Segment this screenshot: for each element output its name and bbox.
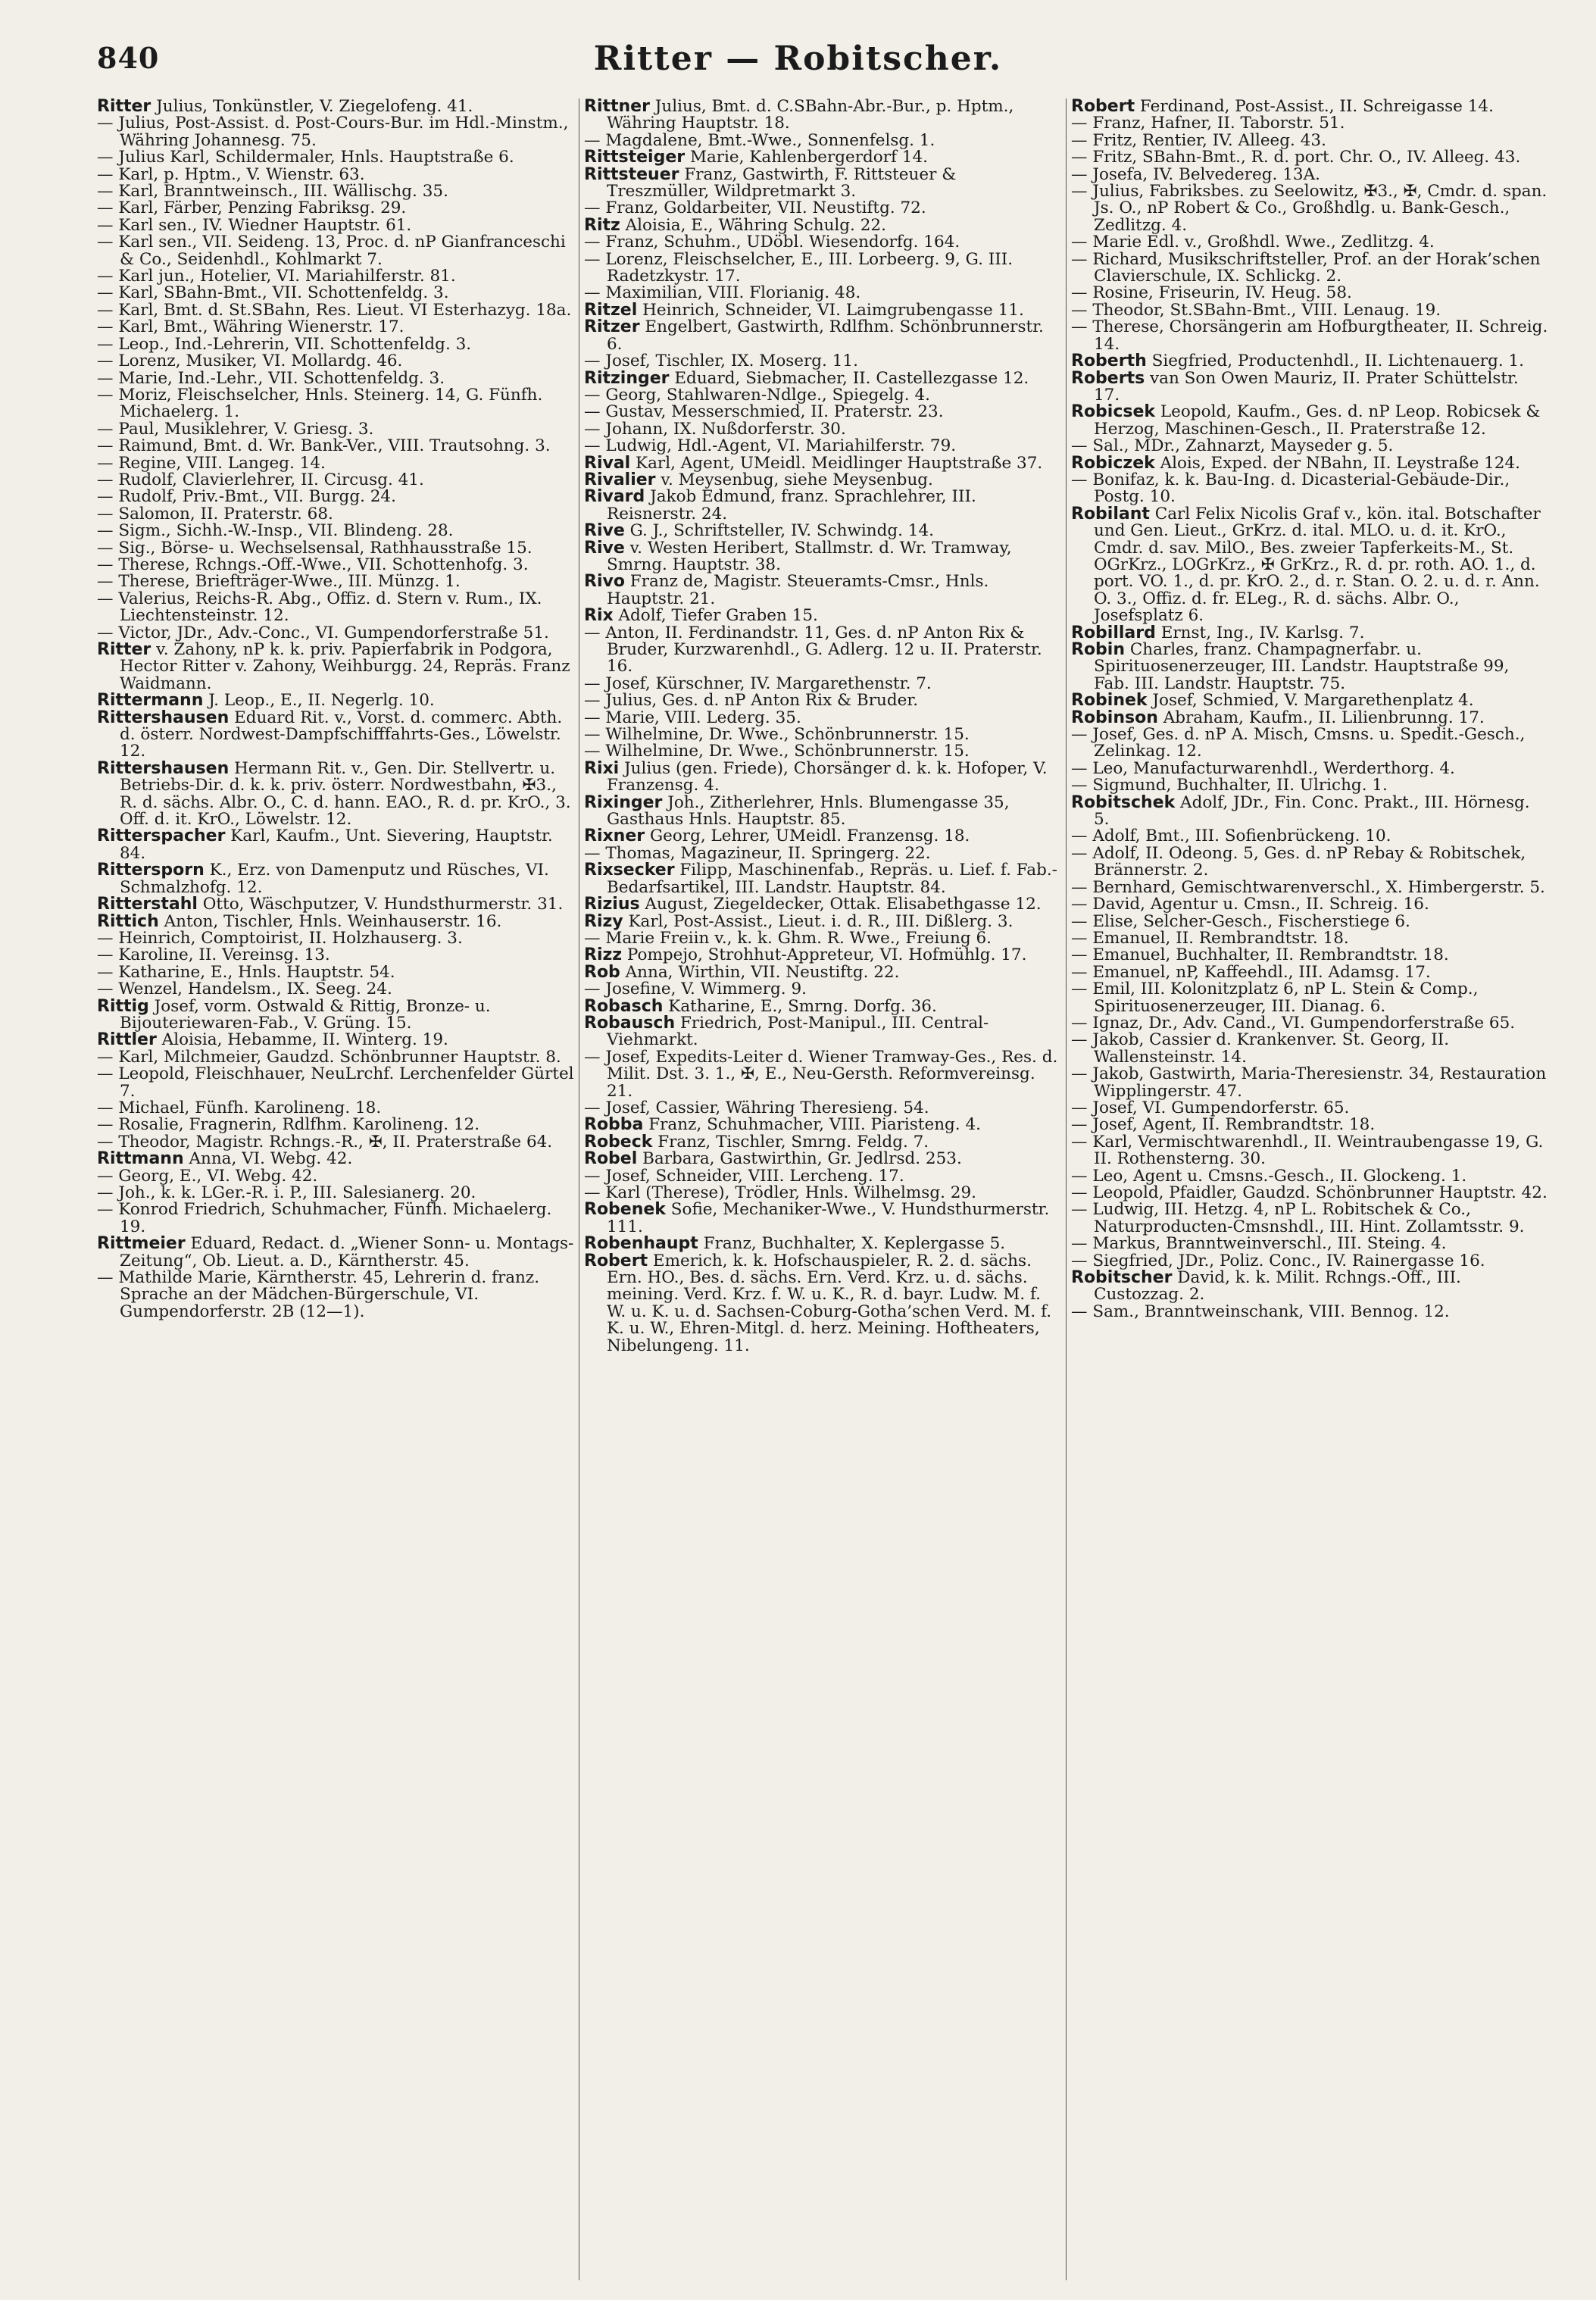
directory-entry: — Ludwig, III. Hetzg. 4, nP L. Robitschek & Co., Naturproducten-Cmsnshdl., III. Hint. Zollamtsstr. 9. — [1071, 1200, 1525, 1236]
directory-entry: — Ludwig, Hdl.-Agent, VI. Mariahilferstr. 79. — [584, 436, 957, 456]
directory-entry: — Marie Freiin v., k. k. Ghm. R. Wwe., Freiung 6. — [584, 928, 992, 948]
directory-entry: — Julius, Fabriksbes. zu Seelowitz, ✠3., ✠, Cmdr. d. span. Js. O., nP Robert & Co., Großhdlg. u. Bank-Gesch., Zedlitzg. 4. — [1071, 182, 1548, 235]
directory-entry: Rizy Karl, Post-Assist., Lieut. i. d. R., III. Dißlerg. 3. — [584, 911, 1014, 931]
directory-entry: — Therese, Rchngs.-Off.-Wwe., VII. Schottenhofg. 3. — [97, 555, 529, 574]
directory-entry: — Wilhelmine, Dr. Wwe., Schönbrunnerstr. 15. — [584, 742, 970, 761]
directory-entry: — Julius, Post-Assist. d. Post-Cours-Bur. im Hdl.-Minstm., Währing Johannesg. 75. — [97, 114, 569, 150]
page-number: 840 — [97, 41, 160, 75]
directory-entry: — Fritz, SBahn-Bmt., R. d. port. Chr. O., IV. Alleeg. 43. — [1071, 148, 1521, 167]
directory-entry: Ritter v. Zahony, nP k. k. priv. Papierfabrik in Podgora, Hector Ritter v. Zahony, Weihburgg. 24, Repräs. Franz Waidmann. — [97, 640, 570, 693]
directory-entry: Rittersporn K., Erz. von Damenputz und Rüsches, VI. Schmalzhofg. 12. — [97, 861, 549, 897]
directory-entry: Rittsteuer Franz, Gastwirth, F. Rittsteuer & Treszmüller, Wildpretmarkt 3. — [584, 164, 957, 202]
directory-entry: — Karl, Bmt. d. St.SBahn, Res. Lieut. VI Esterhazyg. 18a. — [97, 300, 572, 320]
directory-entry: — Karl sen., IV. Wiedner Hauptstr. 61. — [97, 215, 412, 235]
directory-entry: Ritzinger Eduard, Siebmacher, II. Castellezgasse 12. — [584, 368, 1029, 388]
directory-entry: — Rosine, Friseurin, IV. Heug. 58. — [1071, 283, 1352, 303]
directory-entry: — Bernhard, Gemischtwarenverschl., X. Himbergerstr. 5. — [1071, 877, 1545, 897]
directory-entry: Rivo Franz de, Magistr. Steueramts-Cmsr., Hnls. Hauptstr. 21. — [584, 572, 989, 608]
directory-entry: — Josef, Expedits-Leiter d. Wiener Tramway-Ges., Res. d. Milit. Dst. 3. 1., ✠, E., Neu-Gersth. Reformvereinsg. 21. — [584, 1047, 1058, 1101]
directory-entry: — Karl, Bmt., Währing Wienerstr. 17. — [97, 317, 404, 337]
directory-entry: — Victor, JDr., Adv.-Conc., VI. Gumpendorferstraße 51. — [97, 623, 549, 642]
directory-entry: Robinek Josef, Schmied, V. Margarethenplatz 4. — [1071, 691, 1474, 711]
column-2 — [584, 98, 1061, 2280]
directory-entry: Rival Karl, Agent, UMeidl. Meidlinger Hauptstraße 37. — [584, 453, 1043, 473]
directory-entry: Rob Anna, Wirthin, VII. Neustiftg. 22. — [584, 962, 900, 982]
directory-entry: — Leopold, Fleischhauer, NeuLrchf. Lerchenfelder Gürtel 7. — [97, 1064, 574, 1101]
directory-entry: Rittmeier Eduard, Redact. d. „Wiener Sonn- u. Montags-Zeitung“, Ob. Lieut. a. D., Kärntherstr. 45. — [97, 1234, 574, 1270]
directory-entry: — Ignaz, Dr., Adv. Cand., VI. Gumpendorferstraße 65. — [1071, 1013, 1516, 1033]
directory-entry: Rivard Jakob Edmund, franz. Sprachlehrer, III. Reisnerstr. 24. — [584, 487, 976, 523]
directory-entry: — Josef, Schneider, VIII. Lercheng. 17. — [584, 1166, 904, 1186]
directory-entry: — Marie, Ind.-Lehr., VII. Schottenfeldg. 3. — [97, 368, 445, 388]
directory-entry: Ritterstahl Otto, Wäschputzer, V. Hundsthurmerstr. 31. — [97, 895, 564, 914]
directory-entry: — Bonifaz, k. k. Bau-Ing. d. Dicasterial-Gebäude-Dir., Postg. 10. — [1071, 470, 1510, 507]
directory-entry: — Georg, E., VI. Webg. 42. — [97, 1166, 318, 1186]
directory-entry: — Magdalene, Bmt.-Wwe., Sonnenfelsg. 1. — [584, 130, 935, 150]
directory-entry: — Karoline, II. Vereinsg. 13. — [97, 945, 330, 965]
directory-entry: — Michael, Fünfh. Karolineng. 18. — [97, 1098, 382, 1117]
directory-entry: Robasch Katharine, E., Smrng. Dorfg. 36. — [584, 996, 937, 1016]
directory-entry: — Theodor, Magistr. Rchngs.-R., ✠, II. Praterstraße 64. — [97, 1132, 553, 1152]
directory-entry: — Fritz, Rentier, IV. Alleeg. 43. — [1071, 130, 1326, 150]
directory-entry: — Jakob, Gastwirth, Maria-Theresienstr. 34, Restauration Wipplingerstr. 47. — [1071, 1064, 1547, 1101]
directory-entry: Rive v. Westen Heribert, Stallmstr. d. Wr. Tramway, Smrng. Hauptstr. 38. — [584, 538, 1012, 574]
directory-entry: Rittler Aloisia, Hebamme, II. Winterg. 19. — [97, 1030, 448, 1050]
directory-entry: Robillard Ernst, Ing., IV. Karlsg. 7. — [1071, 623, 1365, 642]
directory-entry: — Emanuel, II. Rembrandtstr. 18. — [1071, 928, 1349, 948]
directory-entry: Robel Barbara, Gastwirthin, Gr. Jedlrsd. 253. — [584, 1149, 962, 1169]
directory-entry: — Valerius, Reichs-R. Abg., Offiz. d. Stern v. Rum., IX. Liechtensteinstr. 12. — [97, 589, 542, 626]
directory-entry: — Franz, Schuhm., UDöbl. Wiesendorfg. 164. — [584, 233, 960, 252]
directory-entry: Ritterspacher Karl, Kaufm., Unt. Sievering, Hauptstr. 84. — [97, 827, 553, 863]
column-3 — [1071, 98, 1548, 2280]
directory-entry: — Theodor, St.SBahn-Bmt., VIII. Lenaug. 19. — [1071, 300, 1441, 320]
directory-entry: — Markus, Branntweinverschl., III. Steing. 4. — [1071, 1234, 1447, 1254]
directory-entry: — Karl jun., Hotelier, VI. Mariahilferstr. 81. — [97, 267, 456, 286]
directory-entry: Ritzer Engelbert, Gastwirth, Rdlfhm. Schönbrunnerstr. 6. — [584, 317, 1044, 354]
directory-entry: — Josef, Ges. d. nP A. Misch, Cmsns. u. Spedit.-Gesch., Zelinkag. 12. — [1071, 725, 1526, 761]
directory-entry: Robenhaupt Franz, Buchhalter, X. Keplergasse 5. — [584, 1234, 1006, 1254]
directory-entry: — Therese, Briefträger-Wwe., III. Münzg. 1. — [97, 572, 461, 592]
directory-entry: — Therese, Chorsängerin am Hofburgtheater, II. Schreig. 14. — [1071, 317, 1548, 354]
directory-entry: — Josef, Kürschner, IV. Margarethenstr. 7. — [584, 673, 932, 693]
directory-entry: — Regine, VIII. Langeg. 14. — [97, 453, 326, 473]
directory-entry: — Elise, Selcher-Gesch., Fischerstiege 6. — [1071, 911, 1410, 931]
directory-entry: — Raimund, Bmt. d. Wr. Bank-Ver., VIII. Trautsohng. 3. — [97, 436, 551, 456]
directory-entry: Roberts van Son Owen Mauriz, II. Prater Schüttelstr. 17. — [1071, 368, 1519, 405]
directory-entry: — Julius Karl, Schildermaler, Hnls. Hauptstraße 6. — [97, 148, 514, 167]
directory-entry: — Paul, Musiklehrer, V. Griesg. 3. — [97, 419, 374, 439]
directory-entry: — Karl, Branntweinsch., III. Wällischg. 35. — [97, 182, 448, 202]
directory-entry: — Gustav, Messerschmied, II. Praterstr. 23. — [584, 402, 944, 422]
directory-entry: Robilant Carl Felix Nicolis Graf v., kön. ital. Botschafter und Gen. Lieut., GrKrz. d. ital. MLO. u. d. it. KrO., Cmdr. d. sav. MilO., Bes. zweier Tapferkeits-M., St. OGrKrz., LOGrKrz., ✠ GrKrz., R. d. pr. roth. AO. 1., d. port. VO. 1., d. pr. KrO. 2., d. r. Stan. O. 2. u. d. r. Ann. O. 3., Offiz. d. fr. ELeg., R. d. sächs. Albr. O., Josefsplatz 6. — [1071, 504, 1541, 626]
directory-entry: Rivalier v. Meysenbug, siehe Meysenbug. — [584, 470, 933, 489]
directory-entry: Rittershausen Eduard Rit. v., Vorst. d. commerc. Abth. d. österr. Nordwest-Dampfschifffahrts-Ges., Löwelstr. 12. — [97, 708, 563, 761]
directory-entry: Robert Ferdinand, Post-Assist., II. Schreigasse 14. — [1071, 98, 1494, 116]
directory-entry: — Konrod Friedrich, Schuhmacher, Fünfh. Michaelerg. 19. — [97, 1200, 552, 1236]
directory-entry: Ritter Julius, Tonkünstler, V. Ziegelofeng. 41. — [97, 98, 473, 116]
directory-entry: — Karl, Vermischtwarenhdl., II. Weintraubengasse 19, G. II. Rothensterng. 30. — [1071, 1132, 1544, 1169]
directory-entry: Rittermann J. Leop., E., II. Negerlg. 10. — [97, 691, 435, 711]
directory-entry: — Sig., Börse- u. Wechselsensal, Rathhausstraße 15. — [97, 538, 533, 558]
directory-entry: — Lorenz, Fleischselcher, E., III. Lorbeerg. 9, G. III. Radetzkystr. 17. — [584, 249, 1014, 286]
directory-entry: Rittershausen Hermann Rit. v., Gen. Dir. Stellvertr. u. Betriebs-Dir. d. k. k. priv. österr. Nordwestbahn, ✠3., R. d. sächs. Albr. O., C. d. hann. EAO., R. d. pr. KrO., 3. Off. d. it. KrO., Löwelstr. 12. — [97, 758, 571, 830]
directory-entry: Rive G. J., Schriftsteller, IV. Schwindg. 14. — [584, 521, 934, 541]
directory-entry: — Siegfried, JDr., Poliz. Conc., IV. Rainergasse 16. — [1071, 1251, 1485, 1270]
directory-entry: — Wilhelmine, Dr. Wwe., Schönbrunnerstr. 15. — [584, 725, 970, 745]
directory-entry: Rizius August, Ziegeldecker, Ottak. Elisabethgasse 12. — [584, 895, 1042, 914]
directory-entry: Roberth Siegfried, Productenhdl., II. Lichtenauerg. 1. — [1071, 352, 1525, 371]
directory-entry: — Moriz, Fleischselcher, Hnls. Steinerg. 14, G. Fünfh. Michaelerg. 1. — [97, 385, 543, 422]
directory-entry: — Karl (Therese), Trödler, Hnls. Wilhelmsg. 29. — [584, 1183, 976, 1202]
directory-entry: Rixner Georg, Lehrer, UMeidl. Franzensg. 18. — [584, 827, 970, 846]
directory-entry: — David, Agentur u. Cmsn., II. Schreig. 16. — [1071, 895, 1429, 914]
directory-entry: — Karl sen., VII. Seideng. 13, Proc. d. nP Gianfranceschi & Co., Seidenhdl., Kohlmarkt 7. — [97, 233, 566, 269]
directory-entry: Ritz Aloisia, E., Währing Schulg. 22. — [584, 215, 886, 235]
directory-entry: — Franz, Hafner, II. Taborstr. 51. — [1071, 114, 1345, 133]
directory-entry: — Marie, VIII. Lederg. 35. — [584, 708, 801, 727]
directory-entry: — Sal., MDr., Zahnarzt, Mayseder g. 5. — [1071, 436, 1394, 456]
directory-entry: Rittig Josef, vorm. Ostwald & Rittig, Bronze- u. Bijouteriewaren-Fab., V. Grüng. 15. — [97, 996, 491, 1033]
columns — [97, 98, 1565, 2280]
page-header — [0, 39, 1596, 85]
directory-entry: — Emanuel, Buchhalter, II. Rembrandtstr. 18. — [1071, 945, 1449, 965]
directory-entry: — Leo, Agent u. Cmsns.-Gesch., II. Glockeng. 1. — [1071, 1166, 1467, 1186]
directory-entry: — Karl, SBahn-Bmt., VII. Schottenfeldg. 3. — [97, 283, 449, 303]
directory-entry: — Sigmund, Buchhalter, II. Ulrichg. 1. — [1071, 776, 1388, 795]
directory-entry: Robitschek Adolf, JDr., Fin. Conc. Prakt., III. Hörnesg. 5. — [1071, 792, 1530, 830]
directory-entry: Rixsecker Filipp, Maschinenfab., Repräs. u. Lief. f. Fab.-Bedarfsartikel, III. Landstr. Hauptstr. 84. — [584, 861, 1057, 897]
directory-entry: Rittmann Anna, VI. Webg. 42. — [97, 1149, 353, 1169]
directory-entry: — Josefa, IV. Belvedereg. 13A. — [1071, 164, 1320, 184]
directory-entry: — Sigm., Sichh.-W.-Insp., VII. Blindeng. 28. — [97, 521, 454, 541]
directory-entry: — Josef, VI. Gumpendorferstr. 65. — [1071, 1098, 1350, 1117]
directory-entry: — Maximilian, VIII. Florianig. 48. — [584, 283, 861, 303]
directory-entry: — Rudolf, Clavierlehrer, II. Circusg. 41. — [97, 470, 424, 489]
directory-entry: — Julius, Ges. d. nP Anton Rix & Bruder. — [584, 691, 919, 711]
directory-entry: — Emil, III. Kolonitzplatz 6, nP L. Stein & Comp., Spirituosenerzeuger, III. Dianag. 6. — [1071, 980, 1479, 1016]
directory-entry: — Josef, Agent, II. Rembrandtstr. 18. — [1071, 1115, 1376, 1135]
directory-entry: — Jakob, Cassier d. Krankenver. St. Georg, II. Wallensteinstr. 14. — [1071, 1030, 1450, 1067]
directory-entry: Robba Franz, Schuhmacher, VIII. Piaristeng. 4. — [584, 1115, 981, 1135]
directory-entry: — Richard, Musikschriftsteller, Prof. an der Horak’schen Clavierschule, IX. Schlickg. 2. — [1071, 249, 1541, 286]
directory-entry: Rixi Julius (gen. Friede), Chorsänger d. k. k. Hofoper, V. Franzensg. 4. — [584, 758, 1048, 795]
directory-entry: Robert Emerich, k. k. Hofschauspieler, R. 2. d. sächs. Ern. HO., Bes. d. sächs. Ern. Verd. Krz. u. d. sächs. meining. Verd. Krz. f. W. u. K., R. d. bayr. Ludw. M. f. W. u. K. u. d. Sachsen-Coburg-Gotha’schen Verd. M. f. K. u. W., Ehren-Mitgl. d. herz. Meining. Hoftheaters, Nibelungeng. 11. — [584, 1251, 1052, 1355]
directory-entry: — Wenzel, Handelsm., IX. Seeg. 24. — [97, 980, 392, 999]
directory-entry: Robin Charles, franz. Champagnerfabr. u. Spirituosenerzeuger, III. Landstr. Hauptstraße 99, Fab. III. Landstr. Hauptstr. 75. — [1071, 640, 1510, 693]
directory-entry: — Johann, IX. Nußdorferstr. 30. — [584, 419, 846, 439]
column-divider — [1066, 98, 1067, 2280]
directory-entry: — Josef, Cassier, Währing Theresieng. 54. — [584, 1098, 929, 1117]
directory-entry: — Karl, Milchmeier, Gaudzd. Schönbrunner Hauptstr. 8. — [97, 1047, 561, 1067]
directory-entry: — Joh., k. k. LGer.-R. i. P., III. Salesianerg. 20. — [97, 1183, 476, 1202]
directory-entry: Robeck Franz, Tischler, Smrng. Feldg. 7. — [584, 1132, 929, 1152]
directory-entry: — Franz, Goldarbeiter, VII. Neustiftg. 72. — [584, 198, 926, 218]
directory-entry: Robicsek Leopold, Kaufm., Ges. d. nP Leop. Robicsek & Herzog, Maschinen-Gesch., II. Praterstraße 12. — [1071, 402, 1541, 439]
directory-entry: — Katharine, E., Hnls. Hauptstr. 54. — [97, 962, 395, 982]
directory-entry: — Leo, Manufacturwarenhdl., Werderthorg. 4. — [1071, 758, 1455, 778]
directory-entry: — Adolf, II. Odeong. 5, Ges. d. nP Rebay & Robitschek, Brännerstr. 2. — [1071, 843, 1526, 880]
directory-entry: — Leopold, Pfaidler, Gaudzd. Schönbrunner Hauptstr. 42. — [1071, 1183, 1548, 1202]
directory-entry: — Rosalie, Fragnerin, Rdlfhm. Karolineng. 12. — [97, 1115, 480, 1135]
directory-entry: — Heinrich, Comptoirist, II. Holzhauserg. 3. — [97, 928, 463, 948]
directory-entry: — Anton, II. Ferdinandstr. 11, Ges. d. nP Anton Rix & Bruder, Kurzwarenhdl., G. Adlerg. 12 u. II. Praterstr. 16. — [584, 623, 1042, 677]
directory-entry: — Josef, Tischler, IX. Moserg. 11. — [584, 352, 858, 371]
directory-entry: — Josefine, V. Wimmerg. 9. — [584, 980, 807, 999]
directory-entry: Rittsteiger Marie, Kahlenbergerdorf 14. — [584, 148, 928, 167]
directory-entry: Robitscher David, k. k. Milit. Rchngs.-Off., III. Custozzag. 2. — [1071, 1268, 1461, 1305]
directory-entry: — Rudolf, Priv.-Bmt., VII. Burgg. 24. — [97, 487, 396, 507]
directory-entry: Rixinger Joh., Zitherlehrer, Hnls. Blumengasse 35, Gasthaus Hnls. Hauptstr. 85. — [584, 792, 1010, 830]
directory-entry: Rix Adolf, Tiefer Graben 15. — [584, 606, 818, 626]
directory-entry: Robinson Abraham, Kaufm., II. Lilienbrunng. 17. — [1071, 708, 1485, 727]
directory-entry: Ritzel Heinrich, Schneider, VI. Laimgrubengasse 11. — [584, 300, 1024, 320]
directory-entry: — Adolf, Bmt., III. Sofienbrückeng. 10. — [1071, 827, 1391, 846]
directory-entry: — Sam., Branntweinschank, VIII. Bennog. 12. — [1071, 1302, 1450, 1321]
directory-entry: — Salomon, II. Praterstr. 68. — [97, 504, 333, 523]
directory-entry: — Marie Edl. v., Großhdl. Wwe., Zedlitzg. 4. — [1071, 233, 1435, 252]
directory-entry: — Leop., Ind.-Lehrerin, VII. Schottenfeldg. 3. — [97, 334, 472, 354]
directory-entry: — Mathilde Marie, Kärntherstr. 45, Lehrerin d. franz. Sprache an der Mädchen-Bürgerschule, VI. Gumpendorferstr. 2B (12—1). — [97, 1268, 540, 1321]
directory-entry: Robenek Sofie, Mechaniker-Wwe., V. Hundsthurmerstr. 111. — [584, 1200, 1050, 1236]
directory-entry: — Georg, Stahlwaren-Ndlge., Spiegelg. 4. — [584, 385, 930, 405]
directory-entry: — Lorenz, Musiker, VI. Mollardg. 46. — [97, 352, 403, 371]
directory-entry: Rittner Julius, Bmt. d. C.SBahn-Abr.-Bur., p. Hptm., Währing Hauptstr. 18. — [584, 98, 1014, 133]
directory-entry: — Emanuel, nP, Kaffeehdl., III. Adamsg. 17. — [1071, 962, 1431, 982]
directory-entry: Robiczek Alois, Exped. der NBahn, II. Leystraße 124. — [1071, 453, 1520, 473]
column-1 — [97, 98, 574, 2280]
directory-entry: — Karl, p. Hptm., V. Wienstr. 63. — [97, 164, 365, 184]
directory-entry: Robausch Friedrich, Post-Manipul., III. Central-Viehmarkt. — [584, 1013, 989, 1050]
directory-entry: — Thomas, Magazineur, II. Springerg. 22. — [584, 843, 931, 863]
directory-entry: Rittich Anton, Tischler, Hnls. Weinhauserstr. 16. — [97, 911, 502, 931]
running-head: Ritter — Robitscher. — [593, 39, 1003, 78]
directory-entry: — Karl, Färber, Penzing Fabriksg. 29. — [97, 198, 407, 218]
directory-entry: Rizz Pompejo, Strohhut-Appreteur, VI. Hofmühlg. 17. — [584, 945, 1027, 965]
